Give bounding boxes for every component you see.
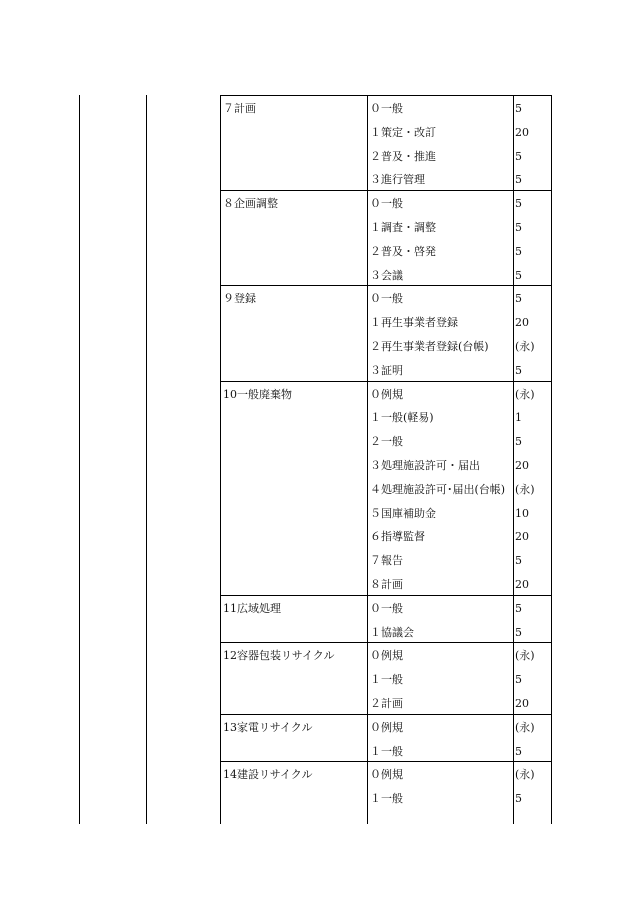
item-label: １策定・改訂 [370,125,436,139]
group-separator [220,285,552,286]
table-top-border [220,95,552,96]
retention-period: 5 [515,673,522,687]
retention-period: (永) [515,340,535,353]
item-label: ７報告 [370,554,403,568]
item-label: １再生事業者登録 [370,316,458,330]
item-label: ０一般 [370,197,403,211]
category-label: 13家電リサイクル [223,720,313,734]
retention-period: 5 [515,149,522,163]
outer-left-rule [79,95,80,824]
item-label: ０例規 [370,768,403,782]
group-separator [220,595,552,596]
item-label: ２普及・啓発 [370,244,436,258]
retention-period: 20 [515,316,529,330]
item-label: ２一般 [370,435,403,449]
retention-period: (永) [515,482,535,496]
retention-period: 20 [515,578,529,591]
item-label: ３進行管理 [370,173,425,187]
group-separator [220,714,552,715]
retention-period: (永) [515,720,535,734]
retention-period: 20 [515,459,529,472]
item-label: ６指導監督 [370,530,425,544]
retention-period: 1 [515,411,522,425]
retention-period: 5 [515,363,522,377]
retention-period: (永) [515,649,535,663]
retention-period: 5 [515,173,522,187]
retention-period: 5 [515,554,522,568]
category-label: 11広域処理 [223,601,281,615]
item-label: １一般(軽易) [370,411,434,425]
retention-period: 5 [515,102,522,115]
item-label: ２再生事業者登録(台帳) [370,340,489,353]
item-label: ０一般 [370,102,403,115]
group-separator [220,190,552,191]
retention-period: 5 [515,625,522,639]
item-label: ４処理施設許可･届出(台帳) [370,482,506,496]
item-label: ５国庫補助金 [370,506,436,520]
group-separator [220,381,552,382]
item-label: ０一般 [370,601,403,615]
category-label: 12容器包装リサイクル [223,649,335,663]
retention-period: 5 [515,601,522,615]
category-label: 10一般廃棄物 [223,387,292,401]
retention-period: 20 [515,125,529,139]
item-label: １一般 [370,744,403,758]
category-label: 14建設リサイクル [223,768,313,782]
category-label: ９登録 [223,292,256,306]
item-label: ３会議 [370,268,403,282]
item-label: ０一般 [370,292,403,306]
item-label: ８計画 [370,578,403,591]
item-label: ０例規 [370,720,403,734]
item-label: ２普及・推進 [370,149,436,163]
item-label: ２計画 [370,697,403,710]
retention-period: 5 [515,744,522,758]
retention-period: 5 [515,197,522,211]
item-label: １一般 [370,673,403,687]
retention-period: (永) [515,387,535,401]
retention-period: 5 [515,292,522,306]
retention-period: 10 [515,506,529,520]
second-left-rule [146,95,147,824]
retention-period: 5 [515,221,522,234]
retention-period: 5 [515,435,522,449]
item-label: ０例規 [370,649,403,663]
item-label: ３処理施設許可・届出 [370,459,480,472]
retention-period: 5 [515,268,522,282]
retention-period: 5 [515,792,522,806]
retention-period: 20 [515,530,529,544]
item-label: ３証明 [370,363,403,377]
item-label: １一般 [370,792,403,806]
retention-period: 5 [515,244,522,258]
item-label: １調査・調整 [370,221,436,234]
category-label: ８企画調整 [223,197,278,211]
group-separator [220,761,552,762]
category-label: ７計画 [223,102,256,115]
item-label: １協議会 [370,625,414,639]
retention-period: (永) [515,768,535,782]
item-label: ０例規 [370,387,403,401]
retention-period: 20 [515,697,529,710]
group-separator [220,642,552,643]
